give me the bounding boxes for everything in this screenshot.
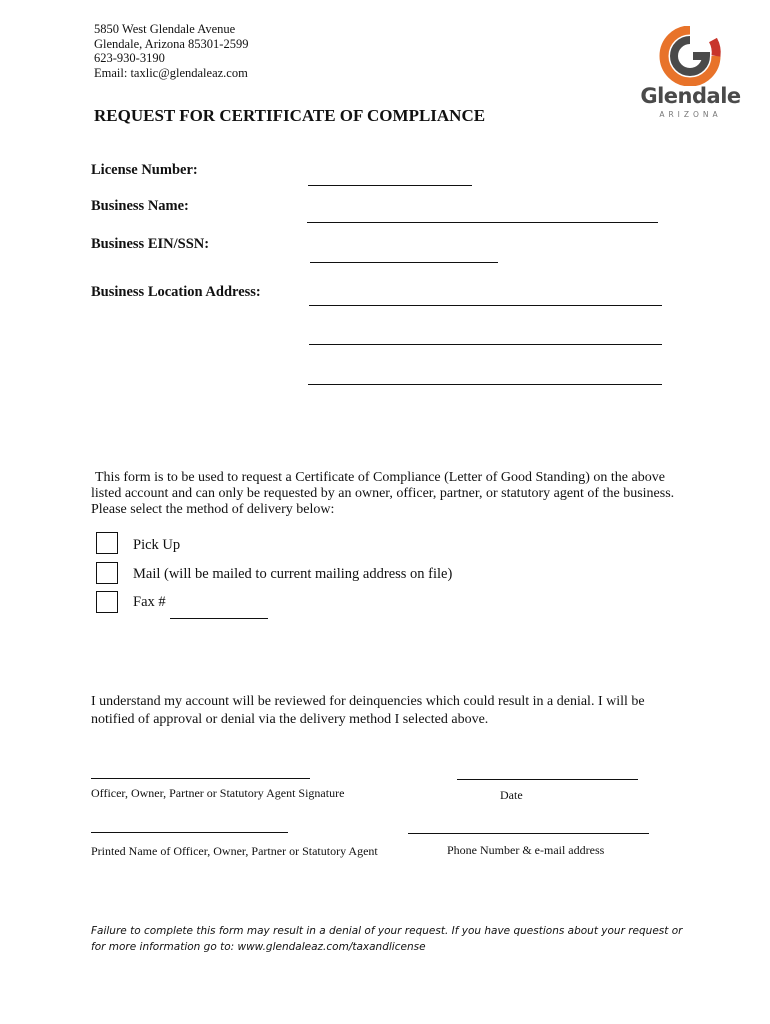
business-ein-field[interactable] [310,262,498,263]
address-email: Email: taxlic@glendaleaz.com [94,65,248,80]
footer-note: Failure to complete this form may result in a denial of your request. If you have questions about your request or for more information go to: www.glendaleaz.com/taxandlicense [91,925,683,953]
date-line[interactable] [457,779,638,780]
instructions-paragraph: This form is to be used to request a Certificate of Compliance (Letter of Good Standing) on the above listed account and can only be requested by an owner, officer, partner, or statutory agent of the business. Please select the method of delivery below: [91,470,675,517]
mail-checkbox[interactable] [96,562,118,584]
date-caption: Date [500,788,523,802]
business-address-label: Business Location Address: [91,284,261,300]
signature-line[interactable] [91,778,310,779]
pickup-label: Pick Up [133,537,181,553]
printed-name-line[interactable] [91,832,288,833]
fax-label: Fax # [133,594,166,610]
license-number-field[interactable] [308,185,472,186]
glendale-logo [633,26,748,122]
printed-name-caption: Printed Name of Officer, Owner, Partner or Statutory Agent [91,844,378,858]
form-title: REQUEST FOR CERTIFICATE OF COMPLIANCE [94,106,486,125]
license-number-label: License Number: [91,162,198,178]
phone-email-caption: Phone Number & e-mail address [447,843,605,857]
business-name-label: Business Name: [91,198,189,214]
pickup-checkbox[interactable] [96,532,118,554]
glendale-g-icon [633,26,748,86]
mail-label: Mail (will be mailed to current mailing address on file) [133,566,453,582]
fax-checkbox[interactable] [96,591,118,613]
business-address-line-3[interactable] [308,384,662,385]
acknowledgment-paragraph: I understand my account will be reviewed for deinquencies which could result in a denial. I will be notified of approval or denial via the delivery method I selected above. [91,694,645,727]
address-phone: 623-930-3190 [94,51,165,65]
logo-wordmark: Glendale [640,84,741,108]
business-ein-label: Business EIN/SSN: [91,236,210,252]
fax-number-field[interactable] [170,618,268,619]
signature-caption: Officer, Owner, Partner or Statutory Agent Signature [91,786,345,800]
agency-address [94,22,248,80]
address-city: Glendale, Arizona 85301-2599 [94,36,249,51]
address-street: 5850 West Glendale Avenue [94,22,236,36]
business-address-line-1[interactable] [309,305,662,306]
phone-email-line[interactable] [408,833,649,834]
logo-state: ARIZONA [659,110,722,119]
business-name-field[interactable] [307,222,658,223]
business-address-line-2[interactable] [309,344,662,345]
